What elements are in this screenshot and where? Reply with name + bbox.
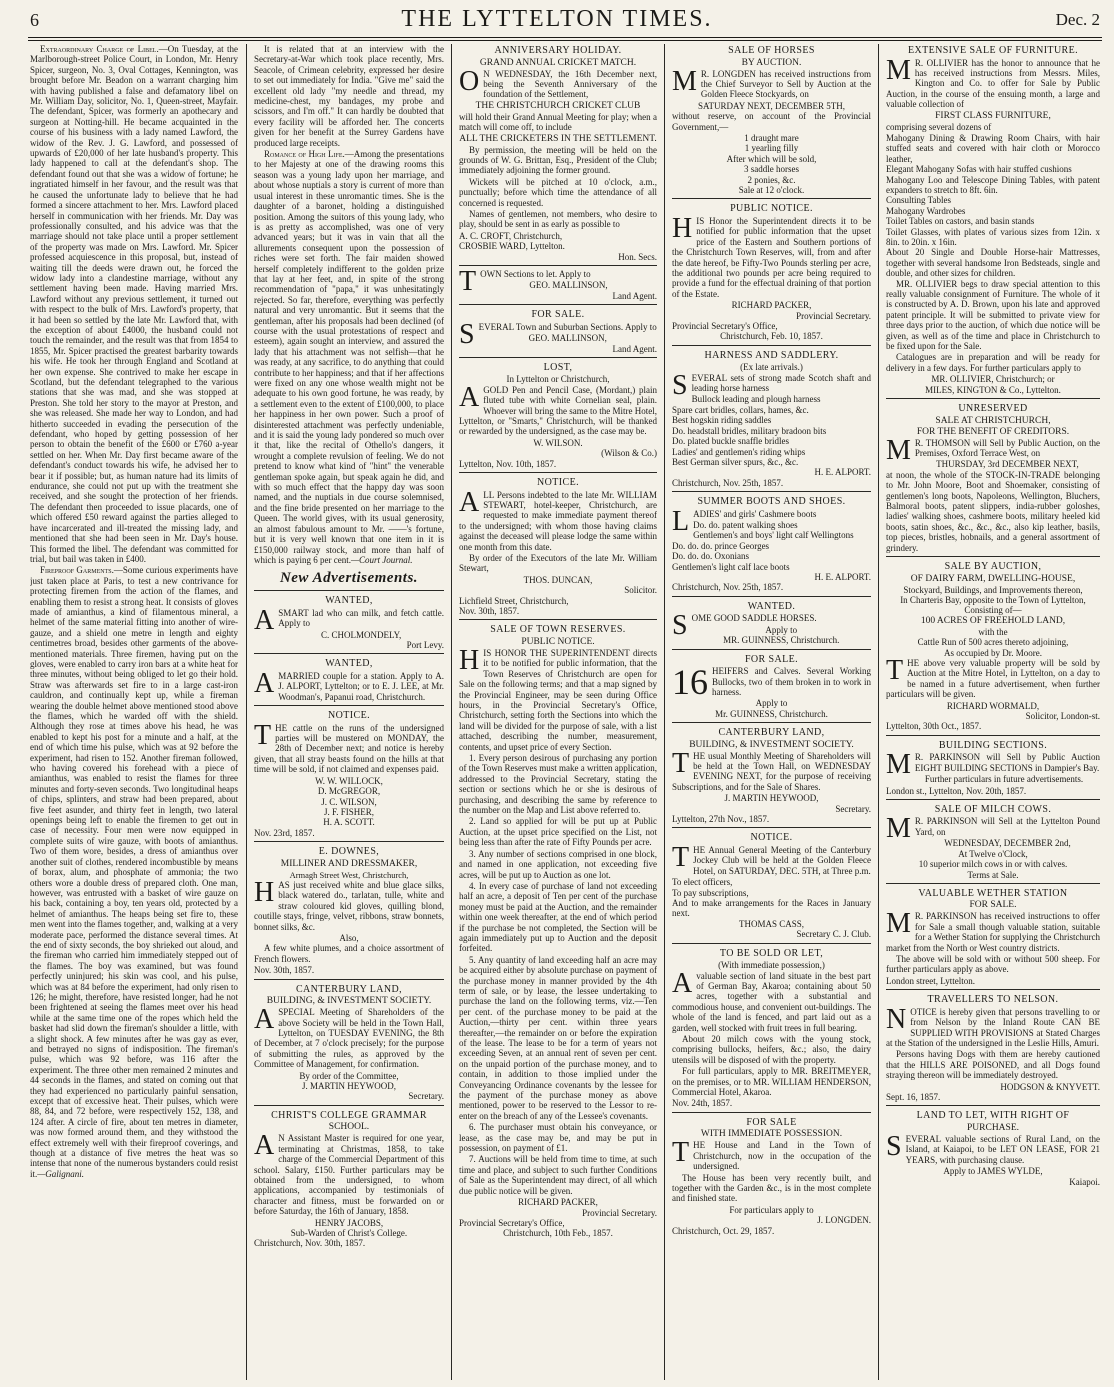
drop-cap: H [254, 877, 275, 909]
list-item: Do. headstall bridles, military bradoon bits [672, 425, 827, 436]
ad-subheading: FOR THE BENEFIT OF CREDITORS. [916, 426, 1070, 437]
column-divider [878, 44, 879, 1380]
ad-text: Cattle Run of 500 acres thereto adjoining, [917, 637, 1069, 648]
ad-date: Christchurch, Nov. 30th, 1857. [254, 1238, 366, 1249]
ad-travellers-nelson [886, 989, 1100, 1102]
drop-number: 16 [672, 662, 708, 703]
ad-subheading: PUBLIC NOTICE. [521, 636, 595, 647]
ad-downes-milliner [254, 841, 444, 976]
ad-subheading: FIRST CLASS FURNITURE, [935, 110, 1051, 121]
ad-date: Nov. 30th, 1857. [459, 606, 520, 617]
ad-signature: MILES, KINGTON & Co., Lyttelton. [925, 384, 1061, 395]
ad-heading: TO BE SOLD OR LET, [719, 947, 824, 959]
ad-title: Solicitor, London-st. [1025, 711, 1100, 722]
drop-cap: A [254, 1130, 275, 1162]
ad-text: HE cattle on the runs of the undersigned parties will be mustered on MONDAY, the 28th of December next; and notice is hereby given, that all stray beasts found on the hills at that time will be sold, if not claimed and expenses paid. [254, 722, 444, 775]
ad-date: Nov. 23rd, 1857. [254, 827, 315, 838]
ad-text: HE above very valuable property will be sold by Auction at the Mitre Hotel, in Lyttelton, on a day to be named in a future advertisement, when further particulars will be given. [886, 658, 1100, 700]
ad-heading: LOST, [543, 361, 573, 373]
ad-heading: NOTICE. [328, 710, 370, 722]
ad-dairy-farm [886, 556, 1100, 732]
ad-land-to-let [886, 1105, 1100, 1187]
ad-text: HE Annual General Meeting of the Canterbury Jockey Club will be held at the Golden Fleece Hotel, on SATURDAY, DEC. 5TH, at Three p.m. [693, 844, 871, 876]
ad-text: valuable section of land situate in the best part of German Bay, Akaroa; containing about 50 acres, together with a substantial and commodious house, and convenient out-buildings. The whole of the land is fenced, and part laid out as a garden, well stocked with fruit trees in full bearing. [672, 970, 871, 1033]
column-5 [886, 44, 1100, 1380]
list-item: Do. plated buckle snaffle bridles [672, 436, 790, 447]
drop-cap: A [672, 967, 693, 999]
list-item: 3 saddle horses [744, 164, 799, 175]
ad-text: A few white plumes, and a choice assortment of French flowers. [254, 943, 444, 964]
ad-text: HEIFERS and Calves. Several Working Bullocks, two of them broken in to work in harness. [712, 666, 871, 697]
ad-signature: H. E. ALPORT. [814, 467, 871, 478]
ad-signature: MR. GUINNESS, Christchurch. [723, 635, 840, 646]
drop-cap: S [672, 369, 688, 401]
ad-subheading: BUILDING, & INVESTMENT SOCIETY. [266, 996, 432, 1007]
ad-unreserved-sale [886, 398, 1100, 553]
list-item: Toilet Tables on castors, and basin stands [886, 216, 1035, 227]
ad-heading: ANNIVERSARY HOLIDAY. [494, 45, 622, 56]
ad-heading: UNRESERVED [958, 403, 1028, 415]
ad-building-sections [886, 735, 1100, 796]
ad-date: Christchurch, 10th Feb., 1857. [503, 1228, 613, 1239]
list-item: 1 yearling filly [744, 143, 799, 154]
ad-town-sections [459, 265, 657, 301]
ad-place: In Lyttelton or Christchurch, [506, 374, 610, 385]
list-item: Gentlemen's light calf lace boots [672, 561, 790, 572]
ad-address: Provincial Secretary's Office, [672, 320, 778, 331]
ad-title: Hon. Secs. [618, 251, 657, 262]
ad-signature: THOS. DUNCAN, [523, 574, 593, 585]
ad-text: Catalogues are in preparation and will be ready for delivery in a few days. For further particulars apply to [886, 352, 1100, 373]
ad-text: N Assistant Master is required for one year, terminating at Christmas, 1858, to take charge of the Commercial Department of this school. Salary, £150. Further particulars may be obtained from the undersigned, to whom applications, accompanied by testimonials of character and fitness, must be forwarded on or before Saturday, the 16th of January, 1858. [254, 1133, 444, 1217]
ad-text: IS Honor the Superintendent directs it to be notified for public information that the upset price of the Eastern and Southern portions of the Christchurch Town Reserves, will, from and after the date hereof, be Fifty-Two Pounds sterling per acre, the additional two pounds per acre being required to provide a fund for the effectual draining of that portion of the Estate. [672, 215, 871, 299]
ad-furniture-sale [886, 45, 1100, 395]
ad-signature: THOMAS CASS, [738, 918, 805, 929]
ad-text: MARRIED couple for a station. Apply to A. J. ALPORT, Lyttelton; or to E. J. LEE, at Mr. Woodman's, Papanui road, Christchurch. [278, 670, 444, 702]
ad-subheading: PURCHASE. [967, 1122, 1019, 1133]
ad-heading: EXTENSIVE SALE OF FURNITURE. [907, 45, 1079, 56]
list-item: After which will be sold, [726, 153, 817, 164]
ad-text: MR. OLLIVIER begs to draw special attention to this really valuable consignment of Furniture. The whole of it is constructed by A. D. Brown, upon his late and approved patent principle. It will be submitted to private view for three days prior to the auction, of which due notice will be given, as well as of the time and place in Christchurch to be fixed upon for the Sale. [886, 278, 1100, 352]
list-item: To pay subscriptions, [672, 887, 749, 898]
ad-text: OTICE is hereby given that persons travelling to or from Nelson by the Inland Route CAN BE SUPPLIED WITH PROVISIONS at Stated Charges at the Station of the undersigned in the Leslie Hills, Amuri. [886, 1006, 1100, 1048]
ad-subheading: WITH IMMEDIATE POSSESSION. [700, 1129, 843, 1140]
ad-christs-college [254, 1105, 444, 1249]
drop-cap: A [254, 604, 275, 636]
ad-text: Names of gentlemen, not members, who desire to play, should be sent in as early as possible to [459, 208, 657, 230]
ad-subheading: (Ex late arrivals.) [740, 362, 803, 373]
romance-article [254, 149, 444, 565]
term-item: 4. In every case of purchase of land not exceeding half an acre, a deposit of Ten per cent of the purchase money must be paid at the Auction, and the remainder within one week thereafter, at the end of which period if the purchase be not completed, the Section will be again immediately put up to Auction and the deposit forfeited. [459, 880, 657, 954]
ad-text: The House has been very recently built, and together with the Garden &c., is in the most complete and finished state. [672, 1172, 871, 1204]
list-item: Do. do. do. Oxonians [672, 551, 749, 562]
list-item: 2 ponies, &c. [747, 174, 796, 185]
ad-harness [672, 345, 871, 488]
drop-cap: M [886, 813, 911, 845]
ad-heading: WANTED. [747, 600, 796, 612]
ad-title: Land Agent. [612, 290, 657, 301]
ad-signature: Mr. GUINNESS, Christchurch. [715, 708, 828, 719]
ad-town-reserves [459, 619, 657, 1238]
ad-heading: E. DOWNES, [318, 846, 380, 858]
cricket-club-name: THE CHRISTCHURCH CRICKET CLUB [475, 100, 641, 111]
ad-wanted-lad [254, 590, 444, 650]
ad-date: Lyttelton, 27th Nov., 1857. [672, 814, 770, 825]
ad-address: London street, Lyttelton. [886, 975, 975, 986]
ad-heading: SALE OF HORSES [728, 45, 815, 56]
ad-text: R. OLLIVIER has the honor to announce that he has received instructions from Messrs. Miles, Kington and Co. to offer for Sale by Public Auction, in the course of the ensuing month, a large and valuable collection of [886, 57, 1100, 110]
ad-text: EVERAL sets of strong made Scotch shaft and leading horse harness [691, 372, 871, 394]
ad-title: Secretary C. J. Club. [796, 929, 871, 940]
ad-heading: BUILDING SECTIONS. [938, 739, 1048, 751]
ad-milch-cows [886, 799, 1100, 880]
list-item: Consulting Tables [886, 195, 951, 206]
ad-signature: HENRY JACOBS, [314, 1217, 384, 1228]
ad-title: Land Agent. [612, 343, 657, 354]
ad-heading: FOR SALE. [744, 653, 799, 665]
ad-text: GOLD Pen and Pencil Case, (Mordant,) plain fluted tube with white Cornelian seal, plain. Whoever will bring the same to the Mitre Hotel, Lyttelton, or "Smarts," Christchurch, will be thanked or rewarded by the undersigned, as the case may be. [459, 384, 657, 437]
ad-text: As occupied by Dr. Moore. [944, 647, 1042, 658]
ad-order: By order of the Committee, [299, 1070, 399, 1081]
drop-cap: T [672, 841, 690, 873]
ad-heading: SALE OF MILCH COWS. [934, 803, 1052, 815]
ad-acres: 100 ACRES OF FREEHOLD LAND, [920, 615, 1066, 626]
ad-signature: J. MARTIN HEYWOOD, [724, 793, 819, 804]
ad-heading: FOR SALE [746, 1116, 797, 1128]
ad-title: Secretary. [835, 803, 871, 814]
ad-date: Lyttelton, 30th Oct., 1857. [886, 721, 982, 732]
term-item: 6. The purchaser must obtain his conveyance, or lease, as the case may be, and may be put in possession, on payment of £1. [459, 1122, 657, 1154]
ad-apply: For particulars apply to [729, 1204, 814, 1215]
ad-stewart-notice [459, 472, 657, 616]
drop-cap: O [459, 65, 480, 97]
drop-cap: T [254, 719, 272, 751]
ad-text: ADIES' and girls' Cashmere boots [693, 508, 817, 519]
ad-title: Solicitor. [624, 585, 657, 596]
ad-heading: SALE BY AUCTION, [944, 561, 1042, 573]
list-item: Mahogany Wardrobes [886, 205, 966, 216]
ad-signature: A. C. CROFT, Christchurch, [459, 230, 563, 241]
ad-text: LL Persons indebted to the late Mr. WILLIAM STEWART, hotel-keeper, Christchurch, are requested to make immediate payment thereof to the undersigned; with whom those having claims against the deceased will please lodge the same within one month from this date. [459, 489, 657, 552]
ad-summer-boots [672, 491, 871, 593]
drop-cap: T [459, 266, 477, 297]
drop-cap: L [672, 505, 690, 537]
term-item: 1. Every person desirous of purchasing any portion of the Town Reserves must make a written application, addressed to the Provincial Secretary, stating the section or sections which he or she is desirous of purchasing, and describing the same by reference to the number on the Map and List above referred to. [459, 753, 657, 816]
ad-signature: D. McGREGOR, [317, 786, 381, 797]
term-item: 2. Land so applied for will be put up at Public Auction, at the upset price specified on the List, not being less than after the rate of Fifty Pounds per acre. [459, 816, 657, 848]
ad-text: at noon, the whole of the STOCK-IN-TRADE belonging to Mr. John Moore, Boot and Shoemaker, consisting of gentlemen's long boots, Napoleons, Wellington, Bluchers, Balmoral boots, patent slippers, india-rubber goloshes, ladies' walking shoes, cashmere boots, military heeled kid boots, satin shoes, &c., &c., &c., also kip leather, basils, top pieces, bristles, hobnails, and a general assortment of grindery. [886, 469, 1100, 553]
ad-place: In Charteris Bay, opposite to the Town of Lyttelton, [900, 594, 1086, 605]
ad-heading: SALE OF TOWN RESERVES. [490, 624, 626, 636]
ad-for-sale-sections [459, 304, 657, 354]
ad-text: comprising several dozens of [886, 121, 992, 132]
ad-signature: W. WILSON. [533, 437, 583, 448]
ad-subheading: GRAND ANNUAL CRICKET MATCH. [479, 57, 637, 68]
ad-heading: WANTED, [325, 595, 373, 607]
ad-text: AS just received white and blue glace silks, black watered do., tarlatan, tulle, white and straw coloured kid gloves, quilling blond, coutille stays, fringe, velvet, ribbons, straw bonnets, bonnet silks, &c. [254, 880, 444, 932]
ad-date: Nov. 30th, 1857. [254, 965, 315, 976]
ad-signature: W. W. WILLOCK, [315, 775, 383, 786]
column-1 [30, 44, 238, 1380]
ad-signature: J. C. WILSON, [321, 796, 377, 807]
term-item: 3. Any number of sections comprised in one block, and named in one application, not exceeding five acres, will be put up to Auction as one lot. [459, 848, 657, 880]
ad-text: Wickets will be pitched at 10 o'clock, a.m., punctually; before which time the attendance of all concerned is requested. [459, 176, 657, 208]
ad-terms: Terms at Sale. [967, 869, 1019, 880]
ad-subheading: SALE AT CHRISTCHURCH, [935, 415, 1051, 426]
list-item: Best German silver spurs, &c., &c. [672, 456, 799, 467]
ad-signature: H. E. ALPORT. [814, 572, 871, 583]
list-item: And to make arrangements for the Races in January next. [672, 898, 871, 919]
masthead-rule-top [28, 37, 1102, 38]
ad-signature: J. MARTIN HEYWOOD, [302, 1081, 396, 1092]
ad-heading: HARNESS AND SADDLERY. [704, 349, 839, 361]
ad-text: will hold their Grand Annual Meeting for play; when a match will come off, to include [459, 111, 657, 133]
ad-saddle-horses [672, 596, 871, 646]
drop-cap: A [254, 667, 275, 699]
ad-date: Christchurch, Nov. 25th, 1857. [672, 477, 784, 488]
libel-article [30, 44, 238, 564]
ad-date: London st., Lyttelton, Nov. 20th, 1857. [886, 785, 1027, 796]
drop-cap: A [254, 1004, 275, 1036]
list-item: Ladies' and gentlemen's riding whips [672, 446, 806, 457]
ad-text: By permission, the meeting will be held on the grounds of W. G. Brittan, Esq., President of the Club; immediately adjoining the former ground. [459, 144, 657, 176]
ad-address: Armagh Street West, Christchurch, [289, 869, 409, 880]
ad-text: HE House and Land in the Town of Christchurch, now in the occupation of the undersigned. [693, 1140, 871, 1172]
ad-heading: TRAVELLERS TO NELSON. [927, 994, 1059, 1006]
ad-heading: CANTERBURY LAND, [295, 983, 403, 995]
ad-title: (Wilson & Co.) [601, 448, 657, 459]
drop-cap: S [672, 610, 688, 642]
column-divider [451, 44, 452, 1380]
article-body: —On Tuesday, at the Marlborough-street Police Court, in London, Mr. Henry Spicer, surgeon, No. 3, Oval Cottages, Kennington, was brought before Mr. Beadon on a warrant charging him with having published a false and defamatory libel on Mr. William Day, solicitor, No. 1, Queen-street, Mayfair. The defendant, Spicer, was formerly an apothecary and surgeon at Notting-hill. He became acquainted in the course of his business with a lady named Lawford, the widow of the Rev. J. G. Lawford, and possessed of upwards of £20,000 of her late husband's property. This lady happened to call at the defendant's shop. The defendant found out that she was a widow of fortune; he ingratiated himself in her favour, and the result was that he caused the unfortunate lady to believe that he had formed a sincere attachment to her. Mrs. Lawford placed herself in communication with her friends. Mr. Day was professionally consulted, and his advice was that the marriage should not take place until a proper settlement of the property was made on Mrs. Lawford. Mr. Spicer professed acquiescence in this proposal, but, instead of waiting till the deeds were drawn out, he forced the widow lady into a clandestine marriage, without any settlement having been made. Having married Mrs. Lawford without any previous settlement, it turned out with respect to the bulk of Mrs. Lawford's property, that it had been so settled by the late Mr. Lawford that, with the exception of about £4000, the husband could not touch the remainder, and the result was that from 1854 to 1855, Mr. Spicer practised the greatest barbarity towards his wife. He took her through England and Scotland at her own expense. She contrived to make her escape in Scotland, but the defendant telegraphed to the various stations that she was mad, and she was stopped at Preston. She told her story to the mayor at Preston, and she was released. She made her way to London, and had hitherto succeeded in evading the persecution of the defendant, who hoped by getting possession of her person to obtain the benefit of the £600 or £760 a-year settled on her. When Mr. Day first became aware of the defendant's conduct towards his wife, he advised her to bear it if possible; but, as human nature had its limits of endurance, she could not put up with the treatment she received, and she sought the protection of her friends. The defendant then proceeded to issue placards, one of which offered £50 reward against the parties alleged to have incarcerated and ill-treated the missing lady, and mentioned that she had been seen in Mr. Day's house. This formed the libel. The defendant was committed for trial, but bail was taken in £400. [30, 44, 238, 564]
ad-date: Sept. 16, 1857. [886, 1092, 941, 1102]
column-2 [254, 44, 444, 1380]
ad-jockey-club [672, 827, 871, 939]
new-advertisements-heading: New Advertisements. [279, 570, 419, 587]
ad-heading: PUBLIC NOTICE. [730, 203, 813, 215]
ad-lost [459, 357, 657, 469]
ad-heading: SUMMER BOOTS AND SHOES. [697, 496, 846, 508]
drop-cap: T [886, 655, 904, 686]
ad-text: N WEDNESDAY, the 16th December next, being the Seventh Anniversary of the foundation of the Settlement, [483, 68, 657, 100]
drop-cap: N [886, 1003, 907, 1035]
ad-text: Further particulars in future advertisements. [924, 774, 1084, 785]
ad-heading: CANTERBURY LAND, [718, 727, 825, 739]
newspaper-title: THE LYTTELTON TIMES. [401, 6, 713, 32]
article-lead: Romance of High Life. [264, 149, 345, 160]
ad-text: Persons having Dogs with them are hereby cautioned that the HILLS ARE POISONED, and all Dogs found straying thereon will be immediately destroyed. [886, 1049, 1100, 1081]
list-item: Do. do. patent walking shoes [693, 520, 798, 531]
ad-text: SPECIAL Meeting of Shareholders of the above Society will be held in the Town Hall, Lyttelton, on TUESDAY EVENING, the 8th of December, at 7 o'clock precisely; for the purpose of submitting the rules, as approved by the Committee of Management, for confirmation. [254, 1007, 444, 1070]
ad-date-line: SATURDAY NEXT, DECEMBER 5TH, [698, 100, 845, 111]
ad-title: Sub-Warden of Christ's College. [290, 1228, 408, 1238]
fireproof-article [30, 565, 238, 1179]
ad-subheading: Stockyard, Buildings, and Improvements thereon, [903, 584, 1083, 595]
ad-text: IS HONOR THE SUPERINTENDENT directs it to be notified for public information, that the Town Reserves of Christchurch are open for Sale on the following terms; and that a map signed by the Provincial Engineer, may be seen during Office hours, in the Provincial Secretary's Office, Christchurch, setting forth the Sections into which the land will be divided for the purpose of sale, with a list attached, describing the number, measurement, contents, and upset price of every Section. [459, 647, 657, 752]
ad-text: R. PARKINSON will Sell by Public Auction EIGHT BUILDING SECTIONS in Dampier's Bay. [914, 752, 1100, 773]
ad-date: Christchurch, Feb. 10, 1857. [720, 331, 823, 342]
column-divider [246, 44, 247, 1380]
ad-subheading: BY AUCTION. [741, 57, 802, 68]
ad-cricket-match [459, 45, 657, 262]
drop-cap: H [672, 212, 693, 244]
ad-date: Nov. 24th, 1857. [672, 1098, 733, 1109]
seacole-article: It is related that at an interview with the Secretary-at-War which took place recently, Mrs. Seacole, of Crimean celebrity, expressed her desire to set out immediately for India. "Give me" said the excellent old lady "my needle and thread, my medicine-chest, my bandages, my probe and scissors, and I'm off." It can hardly be doubted that every facility will be afforded her. The concerts given for her benefit at the Surrey Gardens have produced large receipts. [254, 44, 444, 148]
list-item: Sale at 12 o'clock. [738, 184, 805, 195]
ad-subheading: FOR SALE. [969, 900, 1017, 911]
ad-text: R. THOMSON will Sell by Public Auction, on the Premises, Oxford Terrace West, on [914, 437, 1100, 458]
list-item: Do. do. do. prince Georges [672, 540, 770, 551]
ad-text: For full particulars, apply to MR. BREITMEYER, on the premises, or to MR. WILLIAM HENDERSON, Commercial Hotel, Akaroa. [672, 1066, 871, 1097]
article-source: —Court Journal. [350, 554, 413, 565]
article-source: —Galignani. [37, 1168, 85, 1179]
ad-wether-station [886, 883, 1100, 986]
ad-signature: RICHARD WORMALD, [946, 700, 1040, 711]
ad-text: About 20 milch cows with the young stock, comprising bullocks, heifers, &c.; also, the dairy utensils will be disposed of with the property. [672, 1033, 871, 1065]
column-divider [664, 44, 665, 1380]
list-item: About 20 Single and Double Horse-hair Mattresses, together with several handsome Iron Bedsteads, single and double, and other sizes for children. [886, 247, 1100, 279]
ad-also: Also, [339, 933, 359, 944]
ad-text: OME GOOD SADDLE HORSES. [691, 613, 817, 624]
article-lead: Extraordinary Charge of Libel. [40, 44, 159, 54]
masthead [0, 0, 1114, 42]
ad-signature: MR. OLLIVIER, Christchurch; or [931, 374, 1055, 385]
ad-wanted-couple [254, 653, 444, 702]
ad-signature: C. CHOLMONDELY, [321, 629, 402, 640]
ad-canterbury-meeting [672, 722, 871, 824]
ad-signature: GEO. MALLINSON, [529, 280, 608, 291]
ad-text: R. PARKINSON has received instructions to offer for Sale a small though valuable station, suitable for a Wether Station for supplying the Christchurch market from the North or West country districts. [886, 911, 1100, 953]
drop-cap: M [886, 54, 911, 86]
ad-text: The above will be sold with or without 500 sheep. For further particulars apply as above. [886, 954, 1100, 975]
ad-date: Christchurch, Nov. 25th, 1857. [672, 582, 784, 593]
ad-text: with the [978, 626, 1008, 637]
list-item: Elegant Mahogany Sofas with hair stuffed cushions [886, 164, 1072, 175]
ad-subheading: SCHOOL. [328, 1122, 370, 1133]
list-item: To elect officers, [672, 877, 733, 888]
ad-house-for-sale [672, 1112, 871, 1236]
ad-signature: J. F. FISHER, [323, 806, 375, 817]
ad-heading: NOTICE. [750, 832, 793, 844]
ad-sale-of-horses [672, 45, 871, 195]
list-item: Best hogskin riding saddles [672, 415, 772, 426]
ad-apply: Apply to [755, 698, 788, 709]
ad-canterbury-society [254, 979, 444, 1102]
ad-place: Port Levy. [406, 640, 444, 651]
term-item: 5. Any quantity of land exceeding half an acre may be acquired either by absolute purchase on payment of the purchase money in manner provided by the 4th term of sale, or by lease, the lessee undertaking to purchase the land on the following terms, viz.—Ten per cent. of the purchase money to be paid at the Auction,—thirty per cent. within three years thereafter,—the remainder on or before the expiration of the lease. The lease to be for a term of years not exceeding Seven, at an annual rent of seven per cent. on the unpaid portion of the purchase money, and to contain, in addition to those implied under the Conveyancing Ordinance covenants by the lessee for the payment of the purchase money as above mentioned, power to be reserved to the Lessor to re-enter on the breach of any of the Lessee's covenants. [459, 954, 657, 1121]
list-item: Spare cart bridles, collars, hames, &c. [672, 404, 809, 415]
ad-signature: GEO. MALLINSON, [528, 333, 607, 344]
column-4 [672, 44, 871, 1380]
term-item: 7. Auctions will be held from time to time, at such time and place, and subject to such further Conditions of Sale as the Superintendent may direct, of all which due public notice will be given. [459, 1154, 657, 1196]
list-item: 1 draught mare [744, 132, 799, 143]
ad-title: Secretary. [408, 1091, 444, 1102]
ad-heading: CHRIST'S COLLEGE GRAMMAR [271, 1109, 427, 1121]
ad-signature: HODGSON & KNYVETT. [1000, 1081, 1100, 1092]
ad-title: Provincial Secretary. [796, 310, 871, 321]
list-item: Bullock leading and plough harness [691, 394, 821, 405]
ad-heading: WANTED, [325, 658, 373, 670]
ad-heading: NOTICE. [537, 477, 579, 489]
ad-text: 10 superior milch cows in or with calves. [918, 859, 1068, 870]
list-item: Mahogany Dining & Drawing Room Chairs, with hair stuffed seats and covered with hair cloth or Morocco leather, [886, 132, 1100, 164]
ad-address: Lichfield Street, Christchurch, [459, 595, 569, 606]
ad-text: HE usual Monthly Meeting of Shareholders will be held at the Town Hall, on WEDNESDAY EVENING NEXT, for the purpose of receiving Subscriptions, and for the Sale of Shares. [672, 750, 871, 792]
ad-subheading: (With immediate possession,) [718, 960, 825, 971]
ad-address: Provincial Secretary's Office, [459, 1217, 565, 1228]
drop-cap: T [672, 747, 690, 779]
ad-order: By order of the Executors of the late Mr. William Stewart, [459, 553, 657, 574]
ad-text: SMART lad who can milk, and fetch cattle. Apply to [278, 607, 444, 629]
list-item: Mahogany Loo and Telescope Dining Tables, with patent expanders to stretch to 8ft. 6in. [886, 174, 1100, 195]
ad-heifers [672, 649, 871, 720]
issue-date: Dec. 2 [1055, 10, 1100, 29]
drop-cap: A [459, 486, 480, 518]
column-3 [459, 44, 657, 1380]
article-body: —Among the presentations to her Majesty at one of the drawing rooms this season was a young lady upon her marriage, and about whose nuptials a story is current of more than usual interest in these unromantic times. She is the daughter of a baronet, holding a distinguished position. Among the suitors of this young lady, who is as pretty as accomplished, was one of very advanced years; but it was in vain that all the allurements consequent upon the possession of riches were set forth. The fair maiden showed herself completely indifferent to the golden prize that lay at her feet, and, in spite of the strong recommendation of "papa," it was unhesitatingly rejected. So far, therefore, everything was perfectly natural and very unromantic. But it seems that the gentleman, after his proposals had been declined (of course with the usual protestations of respect and esteem), again sought an interview, and assured the lady that his attachment was not selfish—that he was ready, at any sacrifice, to do anything that could contribute to her happiness; and that if her affections were fixed on any one whose wealth might not be adequate to his own good fortune, he was ready, by a settlement even to the extent of £100,000, to place her happiness in her own power. Such a proof of disinterested attachment was perfectly undeniable, and it is said the young lady pondered so much over it that, like the recital of Othello's dangers, it wrought a complete revulsion of feeling. We do not pretend to know what kind of "hint" the venerable gentleman spoke again, but speak again he did, and with so much effect that the happy day was soon named, and the nuptials in due course solemnised, and the fine bride presented on her marriage to the Queen. The world gives, with its usual generosity, an almost fabulous amount to Mr. ——'s fortune, but it is very well known that one item in it is £150,000 railway stock, and more than half of which is paying 6 per cent. [254, 149, 444, 565]
ad-heading: VALUABLE WETHER STATION [918, 887, 1068, 899]
ad-signature: RICHARD PACKER, [731, 300, 812, 311]
ad-text: EVERAL valuable sections of Rural Land, on the Island, at Kaiapoi, to be LET ON LEASE, FOR 21 YEARS, with purchasing clause. [905, 1133, 1100, 1165]
ad-signature: H. A. SCOTT. [323, 817, 375, 828]
article-lead: Fireproof Garments. [40, 565, 114, 576]
ad-signature: CROSBIE WARD, Lyttelton. [459, 241, 565, 252]
ad-text: Consisting of— [964, 605, 1022, 616]
ad-notice-cattle [254, 705, 444, 838]
ad-date: Lyttelton, Nov. 10th, 1857. [459, 458, 557, 469]
ad-subheading: BUILDING, & INVESTMENT SOCIETY. [689, 739, 854, 750]
ad-date-line: WEDNESDAY, DECEMBER 2nd, [944, 838, 1071, 849]
ad-text: R. LONGDEN has received instructions from the Chief Surveyor to Sell by Auction at the Golden Fleece Stockyards, on [700, 68, 871, 100]
article-body: —Some curious experiments have just taken place at Paris, to test a new contrivance for protecting firemen from the action of the flames, and enabling them to resist a strong heat. It consists of gloves made of amianthus, a kind of filamentous mineral, a helmet of the same material fitting into another of wire-gauze, and a shield one metre in length and eighty centimetres broad, besides other garments of the above-mentioned materials. Three firemen, having put on the gloves, were enabled to carry iron bars at a white heat for three minutes, without being obliged to let go their hold. Straw was afterwards set fire to in a large cast-iron cauldron, and continually kept up, while a fireman wearing the double helmet above mentioned stood above the flames, which he warded off with the shield. Although they rose at times above his head, he was enabled to kept his post for a minute and a half, at the end of which time his pulse, which was at 92 before the experiment, had risen to 152. Another fireman followed, who having covered his forehead with a piece of amianthus, was enabled to resist the flames for three minutes and forty-seven seconds. Two longitudinal heaps of chips, splinters, and straw had been prepared, about five feet asunder, and thirty feet in length, two lateral openings being left to enable the firemen to get out in case of necessity. Four men were now equipped in complete suits of wire gauze, with boots of amianthus. Two of them wore, besides, a dress of amianthus over another suit of clothes, rendered incombustible by means of borax, alum, and phosphate of ammonia; the two others wore a double dress of prepared cloth. One man, however, was entrusted with a basket of wire gauze on his back, containing a boy, ten years old, protected by a helmet of amianthus. The heaps being set fire to, these men went into the flames together, and, walking at a very moderate pace, performed the distance several times. At the end of sixty seconds, the boy shrieked out aloud, and the fireman who carried him immediately stepped out of the flames. The boy was examined, but was found perfectly uninjured; his skin was cool, and his pulse, which was at 84 before the experiment, had only risen to 126; he might, therefore, have resisted longer, had he not been frightened at seeing the flames meet over his head while at the same time one of the ropes which held the basket had slid down the fireman's shoulder a little, with a slight shock. A few minutes after he was gay as ever, and betrayed no signs of indisposition. The fireman's pulse, which was 92 before, was 116 after the experiment. The three other men remained 2 minutes and 44 seconds in the flames, and stated on coming out that they had experienced no particularly painful sensation, except that of excessive heat. Their pulses, which were 88, 84, and 72 before, were respectively 152, 138, and 124 after. A circle of fire, about ten metres in diameter, was now formed around them, and they withstood the effect extremely well with their fireproof coverings, and though at a distance of five metres the heat was so intense that none of the numerous bystanders could resist it. [30, 565, 238, 1179]
cricket-invite: ALL THE CRICKETERS IN THE SETTLEMENT. [459, 133, 657, 144]
drop-cap: T [672, 1137, 690, 1169]
ad-time: At Twelve o'Clock, [958, 848, 1028, 859]
ad-heading: FOR SALE. [531, 309, 585, 321]
ad-title: Provincial Secretary. [582, 1207, 657, 1218]
drop-cap: M [886, 434, 911, 466]
ad-subheading: MILLINER AND DRESSMAKER, [280, 858, 418, 869]
masthead-rule-bottom [28, 40, 1102, 41]
ad-text: EVERAL Town and Suburban Sections. Apply to [478, 321, 657, 332]
list-item: Toilet Glasses, with plates of various sizes from 12in. x 8in. to 20in. x 16in. [886, 226, 1100, 247]
ad-text: without reserve, on account of the Provincial Government,— [672, 111, 871, 132]
ad-signature: RICHARD PACKER, [518, 1197, 598, 1208]
drop-cap: A [459, 381, 480, 413]
ad-subheading: OF DAIRY FARM, DWELLING-HOUSE, [910, 573, 1076, 584]
drop-cap: M [886, 908, 911, 940]
ad-heading: LAND TO LET, WITH RIGHT OF [916, 1110, 1070, 1122]
list-item: Gentlemen's and boys' light calf Wellingtons [693, 530, 854, 541]
drop-cap: M [672, 65, 697, 97]
ad-text: OWN Sections to let. Apply to [480, 269, 591, 279]
ad-public-notice [672, 198, 871, 341]
ad-sold-or-let [672, 943, 871, 1109]
drop-cap: S [459, 318, 475, 350]
ad-date: Christchurch, Oct. 29, 1857. [672, 1225, 775, 1236]
drop-cap: M [886, 749, 911, 781]
ad-signature: J. LONGDEN. [817, 1215, 871, 1226]
ad-date-line: THURSDAY, 3rd DECEMBER NEXT, [936, 459, 1079, 470]
ad-apply: Apply to JAMES WYLDE, [943, 1166, 1043, 1177]
ad-apply: Apply to [765, 624, 798, 635]
drop-cap: S [886, 1130, 902, 1162]
page-number: 6 [30, 10, 39, 30]
ad-text: R. PARKINSON will Sell at the Lyttelton Pound Yard, on [914, 816, 1100, 837]
drop-cap: H [459, 644, 480, 676]
ad-place: Kaiapoi. [1069, 1176, 1100, 1187]
